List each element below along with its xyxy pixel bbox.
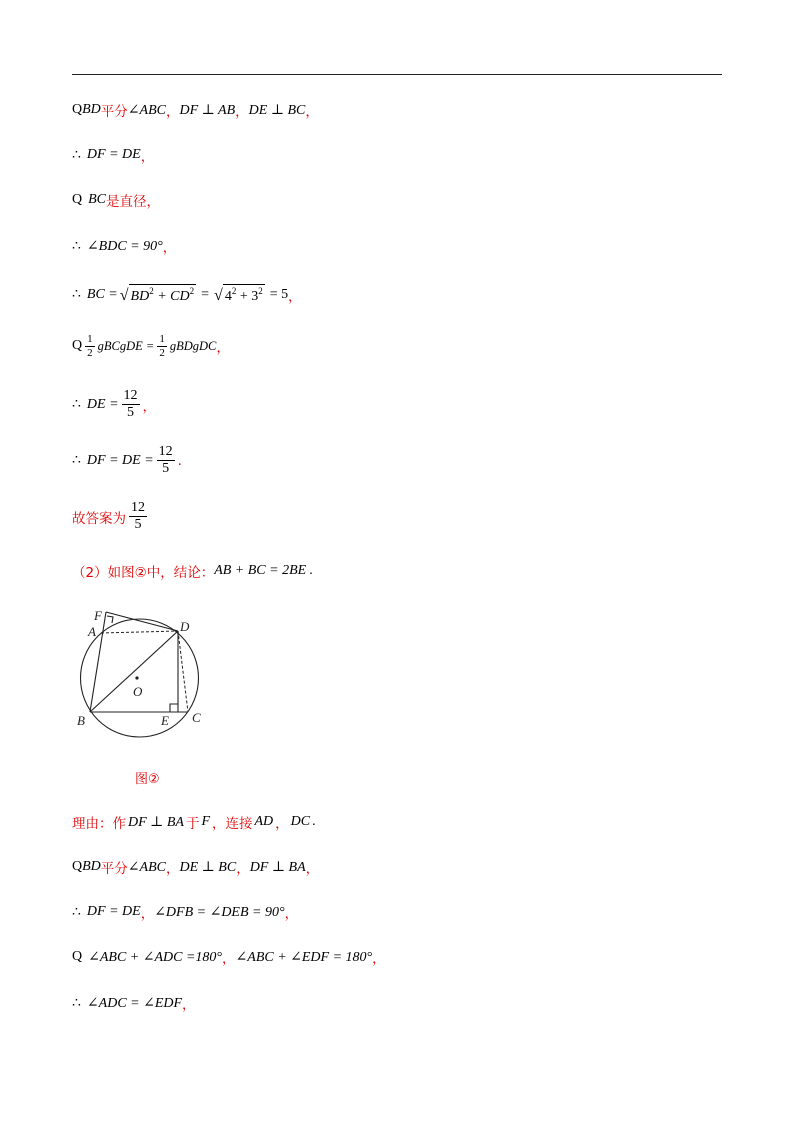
because-symbol: Q (72, 102, 83, 117)
label-o: O (133, 684, 143, 699)
right-angle-f (107, 616, 113, 623)
line-7: ∴ DE = $\frac{12}{5}$ ， (72, 388, 157, 421)
line-1: Q BD 平分 ∠ABC ， DF ⊥ AB ， DE ⊥ BC ， (72, 102, 319, 120)
fraction-12-5: $\frac{12}{5}$ (131, 500, 145, 533)
segment-ad (101, 631, 178, 633)
line-5: ∴ BC = √ $BD^2 + CD^2$ = √ $4^2 + 3^2$ = 5 ， (72, 286, 302, 305)
line-2: ∴ DF = DE ， (72, 147, 155, 165)
line-3: Q BC 是直径， (72, 192, 161, 210)
segment-bd (90, 631, 178, 712)
line-6: Q $\frac{1}{2}$ gBCgDE = $\frac{1}{2}$ gBDgDC ， (72, 333, 230, 359)
header-rule (72, 74, 722, 75)
fraction-half-2: $\frac{1}{2}$ (159, 333, 165, 359)
fraction-12-5: $\frac{12}{5}$ (123, 388, 138, 421)
sqrt-expression-1: √ $BD^2 + CD^2$ (119, 286, 195, 304)
line-9: 故答案为 $\frac{12}{5}$ (72, 500, 145, 533)
label-d: D (180, 619, 190, 634)
line-15: ∴ ∠ADC = ∠EDF ， (72, 995, 196, 1013)
label-a: A (88, 624, 96, 639)
line-10: （2）如图②中，结论： AB + BC = 2BE . (72, 563, 313, 581)
label-e: E (161, 713, 169, 728)
label-f: F (94, 608, 102, 623)
label-c: C (192, 710, 201, 725)
line-13: ∴ DF = DE ， ∠DFB = ∠DEB = 90° ， (72, 904, 299, 922)
figure-caption: 图② (135, 772, 160, 787)
label-b: B (77, 713, 85, 728)
line-8: ∴ DF = DE = $\frac{12}{5}$ . (72, 444, 182, 477)
segment-fd (106, 612, 178, 631)
sqrt-expression-2: √ $4^2 + 3^2$ (214, 286, 263, 304)
fraction-half-1: $\frac{1}{2}$ (87, 333, 93, 359)
line-4: ∴ ∠BDC = 90° ， (72, 238, 177, 256)
center-point (135, 676, 138, 679)
line-11: 理由：作 DF ⊥ BA 于 F ，连接 AD ， DC . (72, 814, 316, 832)
right-angle-e (170, 704, 178, 712)
line-12: Q BD 平分 ∠ABC ， DE ⊥ BC ， DF ⊥ BA ， (72, 859, 320, 877)
circle-diagram (70, 600, 215, 760)
fraction-12-5: $\frac{12}{5}$ (158, 444, 173, 477)
circle (81, 619, 199, 737)
line-14: Q ∠ABC + ∠ADC =180° ， ∠ABC + ∠EDF = 180° ， (72, 949, 386, 967)
